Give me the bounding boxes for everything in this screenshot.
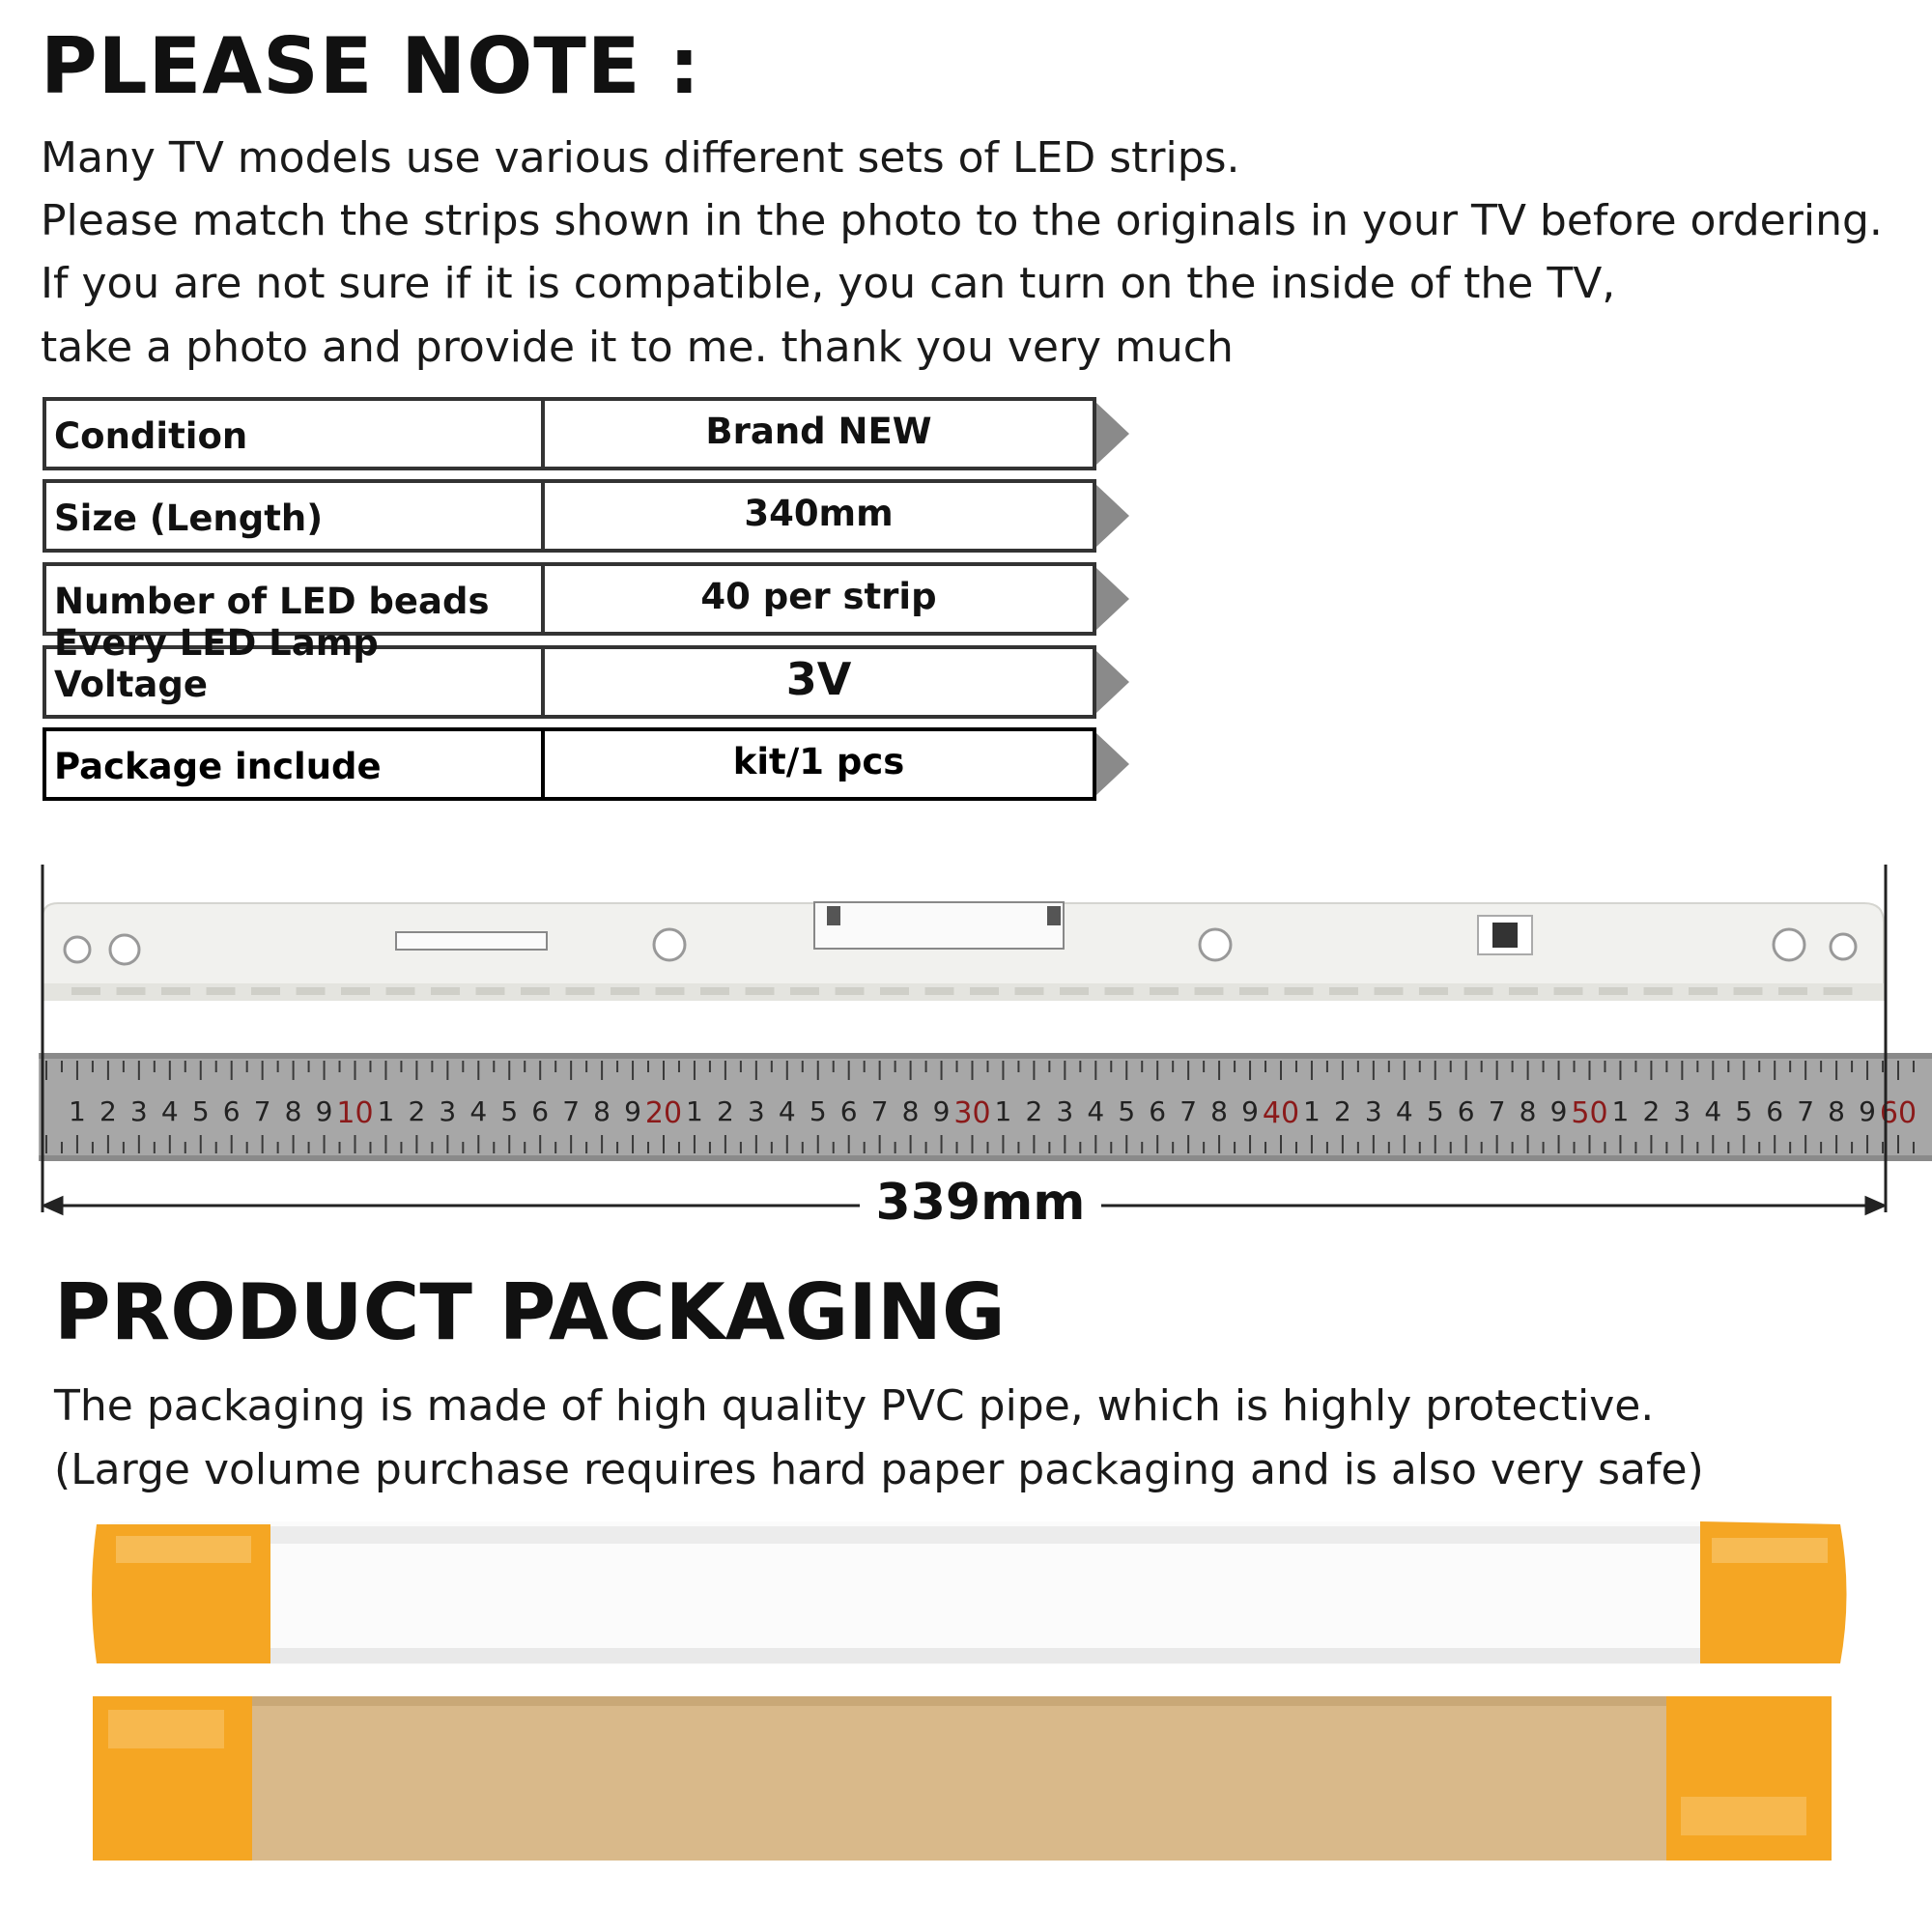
ruler-digit: 8 xyxy=(284,1095,302,1127)
led-bead xyxy=(1734,987,1763,995)
led-bead xyxy=(880,987,909,995)
ruler-digit: 2 xyxy=(408,1095,426,1127)
ruler-digit: 1 xyxy=(377,1095,395,1127)
led-bead xyxy=(1329,987,1358,995)
ruler-digit: 5 xyxy=(1426,1095,1444,1127)
note-line: If you are not sure if it is compatible, you can turn on the inside of the TV, xyxy=(41,259,1616,308)
ruler-digit: 5 xyxy=(500,1095,519,1127)
led-bead xyxy=(207,987,236,995)
ruler-digit: 5 xyxy=(1118,1095,1136,1127)
ruler-digit: 2 xyxy=(1025,1095,1043,1127)
please-note-heading: PLEASE NOTE : xyxy=(41,21,701,111)
ruler-digit: 5 xyxy=(191,1095,210,1127)
ruler-major-label: 50 xyxy=(1571,1096,1608,1130)
ruler-digit: 7 xyxy=(1488,1095,1506,1127)
ruler-digit: 4 xyxy=(1395,1095,1413,1127)
ruler-digit: 8 xyxy=(901,1095,920,1127)
ruler-digit: 6 xyxy=(1766,1095,1784,1127)
led-bead xyxy=(297,987,326,995)
ruler-digit: 4 xyxy=(1087,1095,1105,1127)
ruler-major-label: 30 xyxy=(953,1096,991,1130)
ruler-digit: 9 xyxy=(1859,1095,1876,1127)
led-bead xyxy=(1195,987,1224,995)
led-bead xyxy=(341,987,370,995)
ruler-digit: 2 xyxy=(99,1095,117,1127)
led-bead xyxy=(71,987,100,995)
spec-value: Brand NEW xyxy=(545,397,1096,470)
ruler-digit: 9 xyxy=(315,1095,333,1127)
ruler-digit: 6 xyxy=(222,1095,241,1127)
led-bead xyxy=(161,987,190,995)
led-bead xyxy=(790,987,819,995)
led-bead xyxy=(1599,987,1628,995)
led-bead xyxy=(566,987,595,995)
led-bead xyxy=(1239,987,1268,995)
ruler-major-label: 10 xyxy=(336,1096,374,1130)
ruler-digit: 7 xyxy=(1179,1095,1198,1127)
note-line: Many TV models use various different sets of LED strips. xyxy=(41,133,1240,183)
led-bead xyxy=(251,987,280,995)
ruler-major-label: 60 xyxy=(1879,1096,1918,1130)
spec-value: 340mm xyxy=(545,479,1096,553)
length-measurement-label: 339mm xyxy=(860,1174,1101,1232)
spec-label: Every LED Lamp Voltage xyxy=(43,645,545,719)
ruler-digit: 3 xyxy=(1364,1095,1382,1127)
led-bead xyxy=(1509,987,1538,995)
led-bead xyxy=(1285,987,1314,995)
ruler-digit: 8 xyxy=(1210,1095,1229,1127)
spec-label: Condition xyxy=(43,397,545,470)
led-bead xyxy=(1824,987,1853,995)
led-bead xyxy=(1060,987,1089,995)
led-strip-image xyxy=(43,902,1884,1001)
ruler-digit: 1 xyxy=(686,1095,703,1127)
ruler-digit: 1 xyxy=(1303,1095,1321,1127)
ruler-digit: 7 xyxy=(562,1095,581,1127)
led-bead xyxy=(1644,987,1673,995)
ruler-digit: 3 xyxy=(129,1095,148,1127)
packaging-heading: PRODUCT PACKAGING xyxy=(54,1267,1006,1357)
ruler-digit: 9 xyxy=(1241,1095,1259,1127)
ruler-digit: 7 xyxy=(253,1095,271,1127)
ruler-digit: 4 xyxy=(160,1095,179,1127)
ruler-digit: 4 xyxy=(469,1095,488,1127)
ruler-digit: 7 xyxy=(870,1095,889,1127)
ruler-digit: 3 xyxy=(439,1095,457,1127)
packaging-line: (Large volume purchase requires hard paper packaging and is also very safe) xyxy=(54,1445,1704,1494)
led-bead xyxy=(1150,987,1179,995)
spec-value: 40 per strip xyxy=(545,562,1096,636)
led-bead xyxy=(1464,987,1493,995)
ruler-digit: 3 xyxy=(747,1095,765,1127)
spec-label: Number of LED beads xyxy=(43,562,545,636)
ruler-digit: 6 xyxy=(839,1095,858,1127)
spec-value: kit/1 pcs xyxy=(545,727,1096,801)
ruler-digit: 6 xyxy=(531,1095,550,1127)
ruler-digit: 4 xyxy=(778,1095,796,1127)
packaging-line: The packaging is made of high quality PVC pipe, which is highly protective. xyxy=(54,1381,1655,1431)
ruler-digit: 9 xyxy=(1549,1095,1568,1127)
ruler-digit: 3 xyxy=(1673,1095,1691,1127)
ruler-digit: 6 xyxy=(1149,1095,1167,1127)
note-line: Please match the strips shown in the photo to the originals in your TV before ordering. xyxy=(41,196,1883,245)
ruler-digit: 2 xyxy=(1333,1095,1351,1127)
spec-label: Size (Length) xyxy=(43,479,545,553)
led-bead xyxy=(521,987,550,995)
ruler-major-label: 20 xyxy=(644,1096,683,1130)
cardboard-box-image xyxy=(93,1696,1832,1861)
led-bead xyxy=(970,987,999,995)
led-bead xyxy=(611,987,639,995)
ruler-digit: 1 xyxy=(1611,1095,1630,1127)
ruler-digit: 1 xyxy=(994,1095,1012,1127)
pvc-pipe-image xyxy=(92,1521,1847,1664)
ruler-major-label: 40 xyxy=(1262,1096,1300,1130)
ruler-digit: 1 xyxy=(69,1095,86,1127)
ruler-digit: 8 xyxy=(1519,1095,1537,1127)
led-bead xyxy=(925,987,954,995)
led-bead xyxy=(746,987,775,995)
ruler-digit: 3 xyxy=(1056,1095,1074,1127)
led-bead xyxy=(700,987,729,995)
led-bead xyxy=(1689,987,1718,995)
led-bead xyxy=(656,987,685,995)
ruler-digit: 2 xyxy=(1642,1095,1661,1127)
ruler-digit: 9 xyxy=(624,1095,641,1127)
led-bead xyxy=(1778,987,1807,995)
led-bead xyxy=(117,987,146,995)
led-bead xyxy=(1419,987,1448,995)
ruler-digit: 4 xyxy=(1704,1095,1722,1127)
ruler-digit: 6 xyxy=(1457,1095,1475,1127)
ruler-digit: 5 xyxy=(809,1095,827,1127)
led-bead xyxy=(1375,987,1404,995)
ruler-digit: 8 xyxy=(1828,1095,1846,1127)
led-bead xyxy=(1554,987,1583,995)
ruler-digit: 2 xyxy=(716,1095,734,1127)
led-bead xyxy=(836,987,865,995)
ruler-digit: 7 xyxy=(1797,1095,1815,1127)
ruler-digit: 5 xyxy=(1735,1095,1753,1127)
spec-value: 3V xyxy=(545,645,1096,719)
note-line: take a photo and provide it to me. thank you very much xyxy=(41,323,1234,372)
led-bead xyxy=(1015,987,1044,995)
spec-label: Package include xyxy=(43,727,545,801)
led-bead xyxy=(386,987,415,995)
ruler-digit: 9 xyxy=(932,1095,951,1127)
ruler-image xyxy=(39,1053,1932,1161)
ruler-digit: 8 xyxy=(593,1095,611,1127)
led-bead xyxy=(431,987,460,995)
led-bead xyxy=(1105,987,1134,995)
led-bead xyxy=(476,987,505,995)
